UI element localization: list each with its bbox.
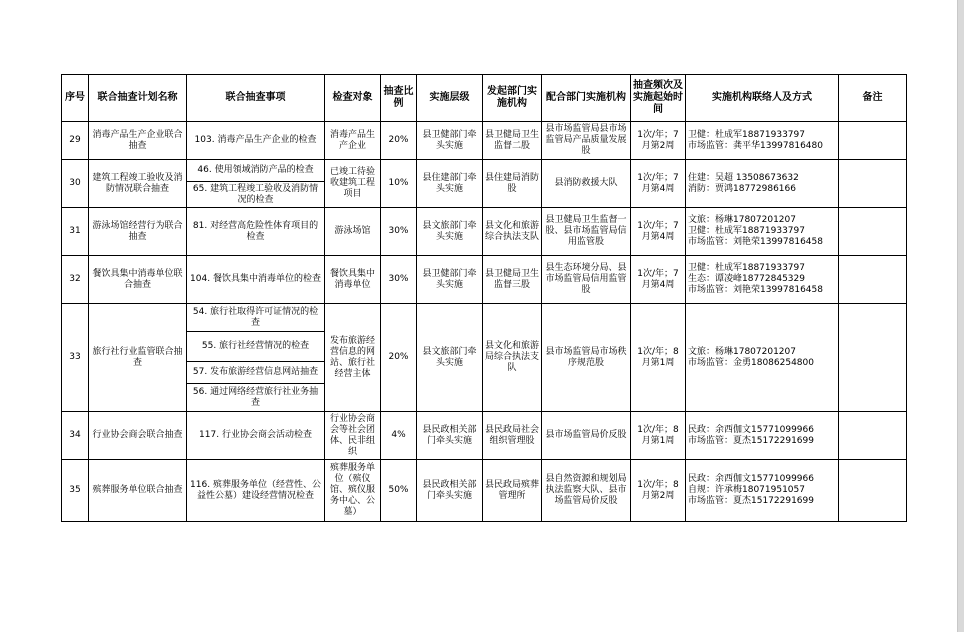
- row-contacts: 卫健：杜成军18871933797 生态：谭凌峰18772845329 市场监管：刘艳荣13997816458: [686, 256, 839, 304]
- row-no: 33: [62, 304, 89, 412]
- row-plan-name: 建筑工程竣工验收及消防情况联合抽查: [89, 160, 187, 208]
- row-partner: 县生态环境分局、县市场监管局信用监管股: [542, 256, 631, 304]
- row-partner: 县自然资源和规划局执法监察大队、县市场监管局价反股: [542, 460, 631, 522]
- row-no: 31: [62, 208, 89, 256]
- table-row: [62, 122, 907, 160]
- row-note: [839, 412, 907, 460]
- row-target: 已竣工待验收建筑工程项目: [325, 160, 381, 208]
- row-item: 65. 建筑工程竣工验收及消防情况的检查: [187, 182, 325, 208]
- row-contacts: 文旅：杨琳17807201207 卫健：杜成军18871933797 市场监管：刘艳荣13997816458: [686, 208, 839, 256]
- row-ratio: 10%: [381, 160, 417, 208]
- row-contacts: 住建：吴超 13508673632 消防：贾鸿18772986166: [686, 160, 839, 208]
- row-level: 县卫健部门牵头实施: [417, 256, 483, 304]
- row-no: 29: [62, 122, 89, 160]
- table-row: [62, 412, 907, 460]
- row-frequency: 1次/年；7月第2周: [631, 122, 686, 160]
- row-frequency: 1次/年；7月第4周: [631, 256, 686, 304]
- table-header-row: [62, 75, 907, 122]
- row-plan-name: 行业协会商会联合抽查: [89, 412, 187, 460]
- row-ratio: 30%: [381, 208, 417, 256]
- row-target: 游泳场馆: [325, 208, 381, 256]
- row-plan-name: 消毒产品生产企业联合抽查: [89, 122, 187, 160]
- row-no: 32: [62, 256, 89, 304]
- row-note: [839, 304, 907, 412]
- row-contacts: 民政：余西伽文15771099966 市场监管：夏杰15172291699: [686, 412, 839, 460]
- row-item: 81. 对经营高危险性体育项目的检查: [187, 208, 325, 256]
- row-plan-name: 殡葬服务单位联合抽查: [89, 460, 187, 522]
- row-ratio: 20%: [381, 304, 417, 412]
- row-level: 县住建部门牵头实施: [417, 160, 483, 208]
- row-ratio: 50%: [381, 460, 417, 522]
- row-plan-name: 游泳场馆经营行为联合抽查: [89, 208, 187, 256]
- row-level: 县民政相关部门牵头实施: [417, 460, 483, 522]
- row-target: 消毒产品生产企业: [325, 122, 381, 160]
- row-frequency: 1次/年；8月第1周: [631, 304, 686, 412]
- row-item: 116. 殡葬服务单位（经营性、公益性公墓）建设经营情况检查: [187, 460, 325, 522]
- row-level: 县文旅部门牵头实施: [417, 208, 483, 256]
- header-ratio: 抽查比例: [381, 75, 417, 122]
- row-frequency: 1次/年；8月第2周: [631, 460, 686, 522]
- row-plan-name: 旅行社行业监管联合抽查: [89, 304, 187, 412]
- header-no: 序号: [62, 75, 89, 122]
- header-partner: 配合部门实施机构: [542, 75, 631, 122]
- table-row: [62, 304, 907, 332]
- row-target: 行业协会商会等社会团体、民非组织: [325, 412, 381, 460]
- row-initiator: 县文化和旅游局综合执法支队: [483, 304, 542, 412]
- row-partner: 县市场监管局价反股: [542, 412, 631, 460]
- header-items: 联合抽查事项: [187, 75, 325, 122]
- table-row: [62, 256, 907, 304]
- row-contacts: 卫健：杜成军18871933797 市场监管：龚平华13997816480: [686, 122, 839, 160]
- row-item: 46. 使用領域消防产品的检查: [187, 160, 325, 182]
- row-item: 54. 旅行社取得许可证情况的检查: [187, 304, 325, 332]
- row-item: 104. 餐饮具集中消毒单位的检查: [187, 256, 325, 304]
- row-target: 发布旅游经营信息的网站、旅行社经营主体: [325, 304, 381, 412]
- header-target: 检查对象: [325, 75, 381, 122]
- row-note: [839, 208, 907, 256]
- row-note: [839, 160, 907, 208]
- row-ratio: 20%: [381, 122, 417, 160]
- row-initiator: 县卫健局卫生监督三股: [483, 256, 542, 304]
- header-note: 备注: [839, 75, 907, 122]
- header-contacts: 实施机构联络人及方式: [686, 75, 839, 122]
- row-item: 103. 消毒产品生产企业的检查: [187, 122, 325, 160]
- row-frequency: 1次/年；7月第4周: [631, 160, 686, 208]
- row-partner: 县卫健局卫生监督一股、县市场监管局信用监管股: [542, 208, 631, 256]
- row-initiator: 县文化和旅游综合执法支队: [483, 208, 542, 256]
- row-item: 57. 发布旅游经营信息网站抽查: [187, 362, 325, 384]
- row-partner: 县市场监管局市场秩序规范股: [542, 304, 631, 412]
- row-note: [839, 122, 907, 160]
- row-note: [839, 460, 907, 522]
- table-row: [62, 208, 907, 256]
- row-level: 县民政相关部门牵头实施: [417, 412, 483, 460]
- header-plan-name: 联合抽查计划名称: [89, 75, 187, 122]
- header-frequency: 抽查频次及实施起始时间: [631, 75, 686, 122]
- row-frequency: 1次/年；8月第1周: [631, 412, 686, 460]
- joint-inspection-table: [61, 74, 907, 522]
- row-ratio: 30%: [381, 256, 417, 304]
- row-plan-name: 餐饮具集中消毒单位联合抽查: [89, 256, 187, 304]
- row-no: 34: [62, 412, 89, 460]
- row-partner: 县消防救援大队: [542, 160, 631, 208]
- row-item: 55. 旅行社经营情况的检查: [187, 332, 325, 362]
- row-contacts: 文旅：杨琳17807201207 市场监管：金勇18086254800: [686, 304, 839, 412]
- row-no: 30: [62, 160, 89, 208]
- page-edge-shadow: [957, 0, 964, 632]
- row-no: 35: [62, 460, 89, 522]
- table-row: [62, 460, 907, 522]
- row-frequency: 1次/年；7月第4周: [631, 208, 686, 256]
- row-ratio: 4%: [381, 412, 417, 460]
- row-item: 117. 行业协会商会活动检查: [187, 412, 325, 460]
- header-level: 实施层级: [417, 75, 483, 122]
- row-initiator: 县民政局殡葬管理所: [483, 460, 542, 522]
- row-level: 县文旅部门牵头实施: [417, 304, 483, 412]
- row-initiator: 县住建局消防股: [483, 160, 542, 208]
- row-target: 殡葬服务单位（殡仪馆、殡仪服务中心、公墓）: [325, 460, 381, 522]
- row-initiator: 县民政局社会组织管理股: [483, 412, 542, 460]
- row-initiator: 县卫健局卫生监督二股: [483, 122, 542, 160]
- row-partner: 县市场监管局县市场监管局产品质量发展股: [542, 122, 631, 160]
- table-row: [62, 160, 907, 182]
- row-contacts: 民政：余西伽文15771099966 自规：许承梅18071951057 市场监管：夏杰15172291699: [686, 460, 839, 522]
- row-target: 餐饮具集中消毒单位: [325, 256, 381, 304]
- row-item: 56. 通过网络经营旅行社业务抽查: [187, 384, 325, 412]
- header-initiator: 发起部门实施机构: [483, 75, 542, 122]
- row-level: 县卫健部门牵头实施: [417, 122, 483, 160]
- row-note: [839, 256, 907, 304]
